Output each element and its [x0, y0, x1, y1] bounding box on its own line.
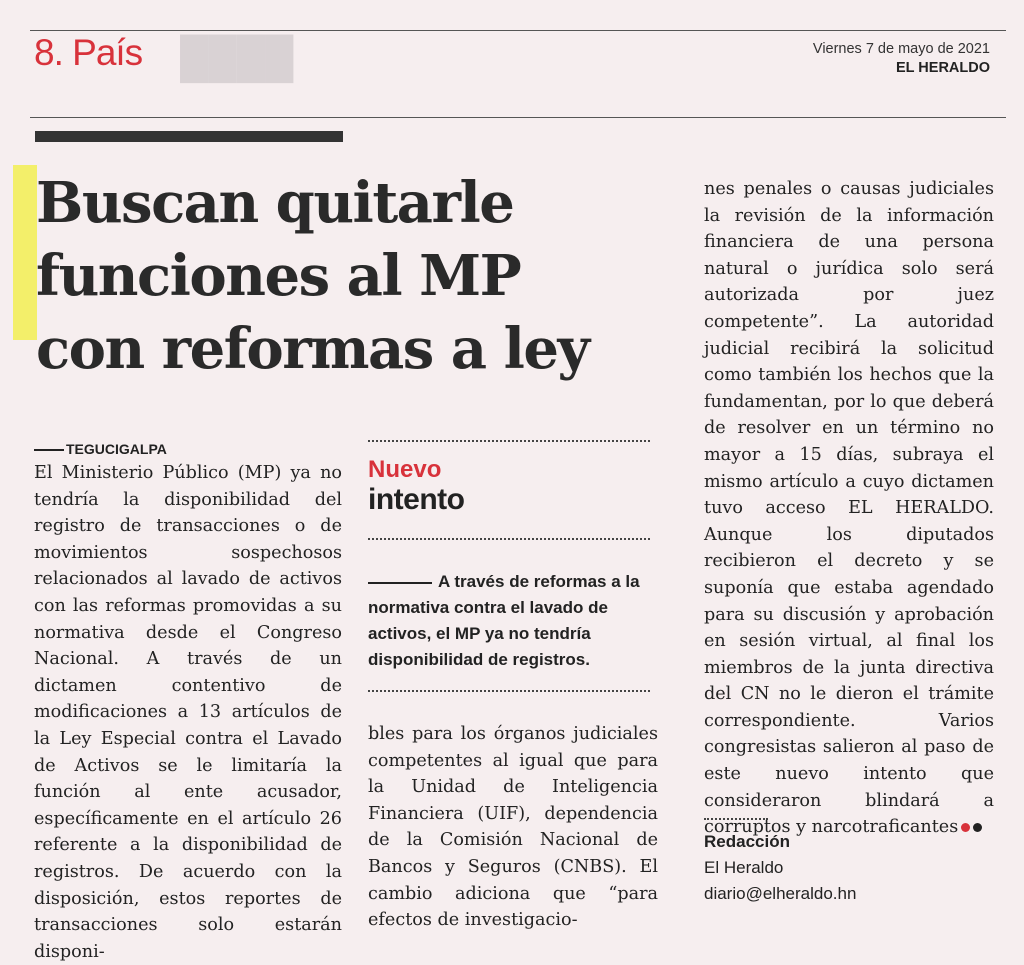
end-dot-icon: [973, 823, 982, 832]
dotted-divider: [368, 440, 650, 442]
header-top-rule: [30, 30, 1006, 31]
dateline-text: TEGUCIGALPA: [66, 441, 167, 457]
byline-email[interactable]: diario@elheraldo.hn: [704, 884, 857, 903]
body-column-1: [34, 460, 342, 962]
pull-quote: [368, 569, 658, 673]
headline-line: funciones al MP: [36, 243, 521, 309]
section-label: 8. País: [34, 32, 143, 73]
bleed-through-texture: ████: [180, 36, 294, 80]
end-dot-icon: [961, 823, 970, 832]
pull-quote-text: A través de reformas a la normativa contra el lavado de activos, el MP ya no tendría disponibilidad de registros.: [368, 572, 640, 669]
dotted-divider: [368, 538, 650, 540]
pull-quote-dash: [368, 582, 432, 584]
headline-line: con reformas a ley: [36, 316, 589, 382]
byline-label: Redacción: [704, 832, 790, 851]
dotted-divider: [368, 690, 650, 692]
dateline: [34, 441, 167, 457]
body-column-3: [704, 176, 994, 838]
subhead: intento: [368, 483, 465, 516]
header-bottom-rule: [30, 117, 1006, 118]
body-text: El Ministerio Público (MP) ya no tendría la disponibilidad del registro de transacciones o de movimientos sospechosos relacionados al lavado de activos con las reformas promovidas a su normativa desde el Congreso Nacional. A través de un dictamen contentivo de modificaciones a 13 artículos de la Ley Especial contra el Lavado de Activos se le limitaría la función al ente acusador, específicamente en el artículo 26 referente a la disponibilidad de registros. De acuerdo con la disposición, estos reportes de transacciones solo estarán disponi-: [34, 463, 342, 962]
body-text: nes penales o causas judiciales la revisión de la información financiera de una persona natural o jurídica solo será autorizada por juez competente”. La autoridad judicial recibirá la solicitud como también los hechos que la fundamentan, por lo que deberá de resolver en un término no mayor a 15 días, subraya el mismo artículo a cuyo dictamen tuvo acceso EL HERALDO. Aunque los diputados recibieron el decreto y se suponía que estaba agendado para su discusión y aprobación en sesión virtual, al final los miembros de la junta directiva del CN no le dieron el trámite correspondiente. Varios congresistas salieron al paso de este nuevo intento que consideraron blindará a corruptos y narcotraficantes: [704, 179, 994, 838]
highlighter-mark: [13, 165, 37, 340]
headline-rule: [35, 131, 343, 142]
byline-outlet: El Heraldo: [704, 858, 784, 877]
dotted-divider: [704, 818, 768, 820]
body-text: bles para los órganos judiciales competentes al igual que para la Unidad de Inteligencia Financiera (UIF), dependencia de la Comisión Nacional de Bancos y Seguros (CNBS). El cambio adiciona que “para efectos de investigacio-: [368, 724, 658, 931]
subhead-kicker: Nuevo: [368, 456, 442, 483]
body-column-2: [368, 721, 658, 931]
dateline-dash: [34, 449, 64, 451]
headline-line: Buscan quitarle: [36, 170, 514, 236]
headline: [36, 167, 686, 386]
byline: [704, 829, 856, 907]
body-text-with-endmark: [704, 176, 994, 841]
issue-date: Viernes 7 de mayo de 2021: [812, 41, 990, 57]
newspaper-name: EL HERALDO: [896, 60, 990, 76]
